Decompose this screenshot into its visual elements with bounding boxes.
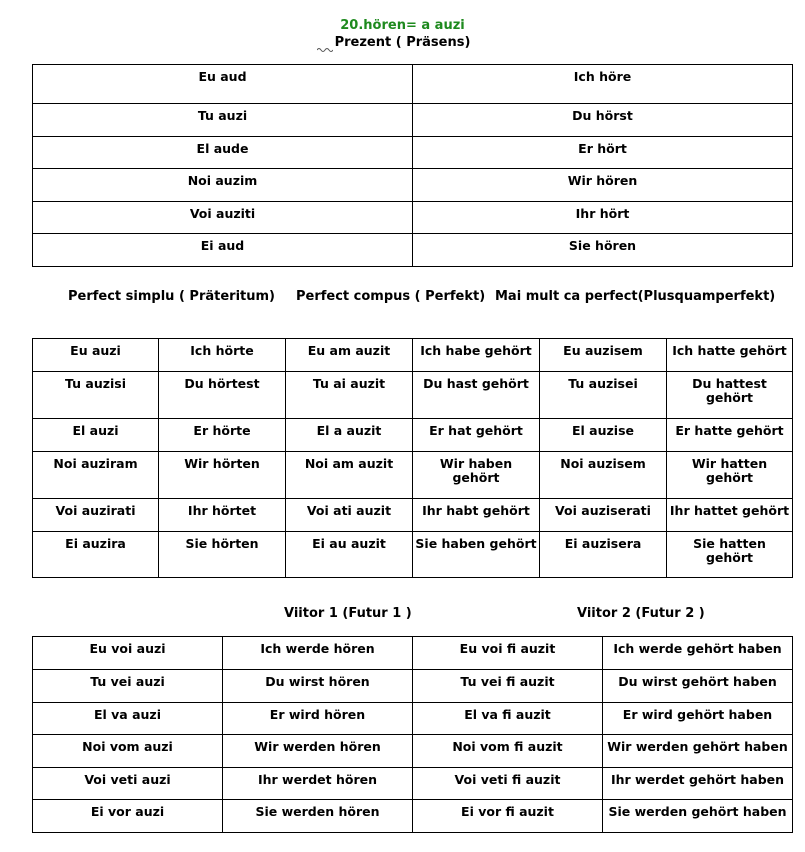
table-cell: Ich werde hören	[223, 637, 413, 670]
page-title: 20.hören= a auzi	[340, 18, 465, 33]
future-table	[32, 636, 793, 833]
table-cell: Du hörst	[413, 104, 793, 137]
table-cell: Voi auziserati	[540, 499, 667, 532]
table-cell: El va auzi	[33, 703, 223, 735]
table-cell: Er hat gehört	[413, 419, 540, 452]
table-cell: Eu auzi	[33, 339, 159, 372]
table-cell: Tu ai auzit	[286, 372, 413, 419]
table-cell: Eu auzisem	[540, 339, 667, 372]
table-row	[33, 703, 793, 735]
table-cell: El aude	[33, 137, 413, 169]
table-cell: El auzise	[540, 419, 667, 452]
table-cell: Du hörtest	[159, 372, 286, 419]
table-cell: Ei auzisera	[540, 532, 667, 578]
section-title-present	[335, 35, 471, 50]
table-cell: Er wird gehört haben	[603, 703, 793, 735]
table-cell: Wir werden gehört haben	[603, 735, 793, 768]
subtitle-text: Prezent ( Präsens)	[334, 35, 471, 50]
table-cell: Du hast gehört	[413, 372, 540, 419]
table-cell: Sie hörten	[159, 532, 286, 578]
table-cell: Voi veti fi auzit	[413, 768, 603, 800]
table-row	[33, 137, 793, 169]
table-cell: Tu auzi	[33, 104, 413, 137]
table-row	[33, 452, 793, 499]
subtitle-wrapper	[0, 35, 805, 50]
present-table	[32, 64, 793, 267]
table-cell: Er hört	[413, 137, 793, 169]
table-row	[33, 169, 793, 202]
table-cell: Noi auzim	[33, 169, 413, 202]
table-cell: Ihr hattet gehört	[667, 499, 793, 532]
table-cell: Ich höre	[413, 65, 793, 104]
table-cell: Voi auziti	[33, 202, 413, 234]
table-row	[33, 372, 793, 419]
table-cell: Eu voi fi auzit	[413, 637, 603, 670]
table-cell: Ihr werdet gehört haben	[603, 768, 793, 800]
table-cell: Du wirst gehört haben	[603, 670, 793, 703]
table-cell: Tu auzisi	[33, 372, 159, 419]
table-cell: El a auzit	[286, 419, 413, 452]
table-row	[33, 104, 793, 137]
heading-futur-2: Viitor 2 (Futur 2 )	[577, 606, 705, 621]
table-cell: Voi veti auzi	[33, 768, 223, 800]
heading-plusquamperfekt: Mai mult ca perfect(Plusquamperfekt)	[495, 289, 776, 304]
table-row	[33, 735, 793, 768]
table-cell: Noi vom fi auzit	[413, 735, 603, 768]
table-cell: Ei vor fi auzit	[413, 800, 603, 833]
table-cell: Ei au auzit	[286, 532, 413, 578]
table-row	[33, 670, 793, 703]
table-cell: Ich hatte gehört	[667, 339, 793, 372]
spellcheck-underline	[317, 47, 333, 53]
table-cell: Ich hörte	[159, 339, 286, 372]
table-row	[33, 532, 793, 578]
table-cell: Wir hörten	[159, 452, 286, 499]
table-cell: Eu am auzit	[286, 339, 413, 372]
table-cell: Wir hören	[413, 169, 793, 202]
table-cell: Noi vom auzi	[33, 735, 223, 768]
table-row	[33, 419, 793, 452]
table-cell: Wir haben gehört	[413, 452, 540, 499]
heading-perfekt: Perfect compus ( Perfekt)	[296, 289, 486, 304]
table-row	[33, 499, 793, 532]
table-row	[33, 339, 793, 372]
table-cell: Wir werden hören	[223, 735, 413, 768]
table-row	[33, 234, 793, 267]
table-row	[33, 202, 793, 234]
table-cell: Ich werde gehört haben	[603, 637, 793, 670]
table-cell: Noi auziram	[33, 452, 159, 499]
table-cell: Ich habe gehört	[413, 339, 540, 372]
table-cell: Noi auzisem	[540, 452, 667, 499]
table-cell: Sie hatten gehört	[667, 532, 793, 578]
table-cell: Ei auzira	[33, 532, 159, 578]
table-cell: El va fi auzit	[413, 703, 603, 735]
table-cell: Tu vei fi auzit	[413, 670, 603, 703]
table-row	[33, 768, 793, 800]
table-cell: Ihr werdet hören	[223, 768, 413, 800]
table-cell: Sie haben gehört	[413, 532, 540, 578]
table-row	[33, 800, 793, 833]
table-cell: Tu auzisei	[540, 372, 667, 419]
table-cell: Du wirst hören	[223, 670, 413, 703]
table-cell: Ihr habt gehört	[413, 499, 540, 532]
table-cell: Wir hatten gehört	[667, 452, 793, 499]
table-cell: Tu vei auzi	[33, 670, 223, 703]
table-cell: Sie werden hören	[223, 800, 413, 833]
heading-futur-1: Viitor 1 (Futur 1 )	[284, 606, 412, 621]
table-cell: Eu voi auzi	[33, 637, 223, 670]
table-cell: Ei aud	[33, 234, 413, 267]
table-row	[33, 65, 793, 104]
heading-praeteritum: Perfect simplu ( Präteritum)	[68, 289, 275, 304]
table-cell: Ihr hört	[413, 202, 793, 234]
table-cell: Er wird hören	[223, 703, 413, 735]
table-cell: Eu aud	[33, 65, 413, 104]
table-cell: Er hörte	[159, 419, 286, 452]
past-table	[32, 338, 793, 578]
table-cell: Du hattest gehört	[667, 372, 793, 419]
table-cell: El auzi	[33, 419, 159, 452]
table-cell: Sie hören	[413, 234, 793, 267]
table-cell: Ihr hörtet	[159, 499, 286, 532]
table-cell: Er hatte gehört	[667, 419, 793, 452]
table-row	[33, 637, 793, 670]
table-cell: Ei vor auzi	[33, 800, 223, 833]
table-cell: Sie werden gehört haben	[603, 800, 793, 833]
table-cell: Noi am auzit	[286, 452, 413, 499]
table-cell: Voi ati auzit	[286, 499, 413, 532]
table-cell: Voi auzirati	[33, 499, 159, 532]
